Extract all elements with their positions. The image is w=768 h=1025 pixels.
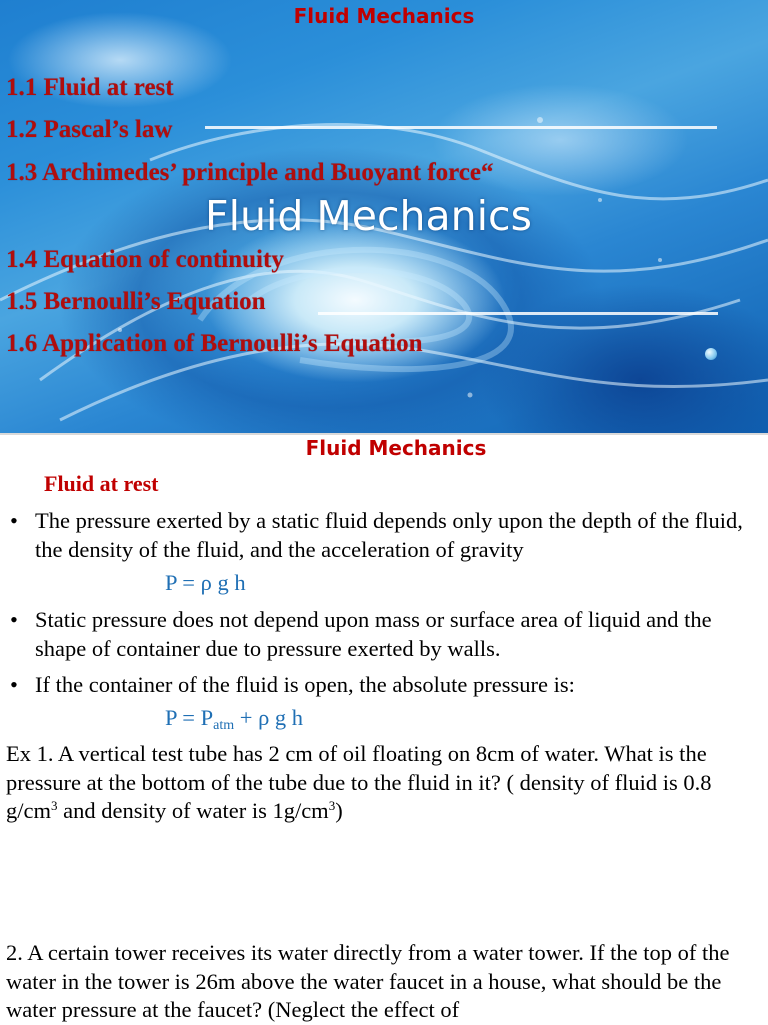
toc-item-pascals-law: 1.2 Pascal’s law [6, 116, 173, 143]
bullet-text: The pressure exerted by a static fluid depends only upon the depth of the fluid, the density of the fluid, and the acceleration of gravity [35, 508, 743, 562]
slide2-title: Fluid Mechanics [305, 436, 487, 460]
formula-lead: P = P [165, 705, 214, 730]
bullet-open-container [10, 670, 758, 700]
decorative-rule [205, 126, 717, 129]
formula-subscript: atm [213, 718, 235, 733]
bullet-text: If the container of the fluid is open, the absolute pressure is: [35, 672, 575, 697]
slide1-title: Fluid Mechanics [293, 4, 475, 28]
toc-item-fluid-at-rest: 1.1 Fluid at rest [6, 74, 174, 101]
toc-item-archimedes: 1.3 Archimedes’ principle and Buoyant force“ [6, 159, 494, 186]
section-subheading: Fluid at rest [44, 471, 159, 496]
bullet-static-fluid-pressure [10, 506, 758, 564]
decorative-rule [318, 312, 718, 315]
formula-absolute-pressure [165, 705, 303, 734]
example-1-text: Ex 1. A vertical test tube has 2 cm of oil floating on 8cm of water. What is the pressure at the bottom of the tube due to the fluid in it? ( density of fluid is 0.8 g/cm [6, 741, 712, 823]
bullet-marker: • [10, 607, 18, 632]
example-1-text: and density of water is 1g/cm [57, 798, 329, 823]
toc-item-bernoulli: 1.5 Bernoulli’s Equation [6, 288, 266, 315]
bullet-marker: • [10, 508, 18, 533]
title-slide [0, 0, 768, 433]
formula-hydrostatic-pressure: P = ρ g h [165, 570, 246, 595]
example-2: 2. A certain tower receives its water directly from a water tower. If the top of the water in the tower is 26m above the water faucet in a house, what should be the water pressure at the faucet? (Neglect the effect of [6, 940, 730, 1022]
water-droplet-icon [705, 348, 717, 360]
toc-item-bernoulli-application: 1.6 Application of Bernoulli’s Equation [6, 330, 423, 357]
example-1-text: ) [335, 798, 343, 823]
overlay-title: Fluid Mechanics [205, 192, 532, 240]
bullet-text: Static pressure does not depend upon mass or surface area of liquid and the shape of container due to pressure exerted by walls. [35, 607, 712, 661]
superscript: 3 [328, 798, 336, 813]
bullet-static-pressure-independence [10, 605, 758, 663]
slide-divider [0, 433, 768, 435]
toc-item-continuity: 1.4 Equation of continuity [6, 246, 284, 273]
bullet-marker: • [10, 672, 18, 697]
example-1 [6, 740, 762, 826]
superscript: 3 [51, 798, 58, 813]
formula-tail: + ρ g h [234, 705, 304, 730]
